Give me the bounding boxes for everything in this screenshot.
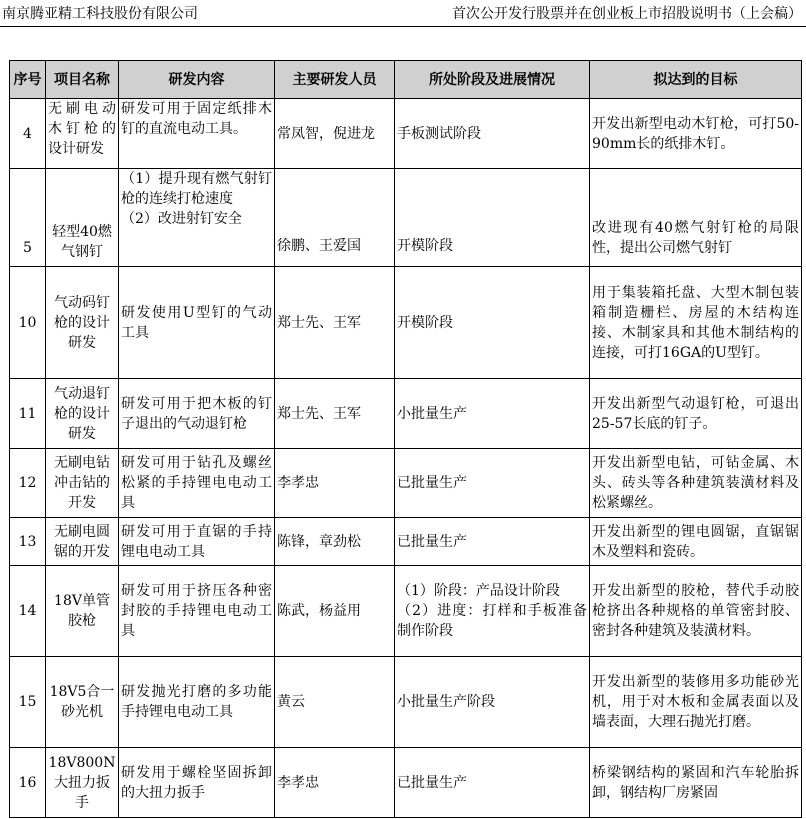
cell-goal: 开发出新型气动退钉枪，可退出25-57长底的钉子。 — [590, 379, 802, 449]
table-row — [10, 379, 802, 449]
cell-staff: 郑士先、王军 — [275, 379, 395, 449]
table-row — [10, 518, 802, 566]
cell-goal: 开发出新型电动木钉枪，可打50-90mm长的纸排木钉。 — [590, 99, 802, 169]
cell-stage: （1）阶段：产品设计阶段 （2）进度：打样和手板准备制作阶段 — [395, 566, 590, 657]
table-row — [10, 267, 802, 379]
rd-projects-table — [9, 60, 802, 818]
cell-name: 气动退钉枪的设计研发 — [46, 379, 119, 449]
cell-staff: 李孝忠 — [275, 748, 395, 818]
cell-staff: 李孝忠 — [275, 449, 395, 518]
cell-name: 18V800N大扭力扳手 — [46, 748, 119, 818]
cell-name: 轻型40燃气钢钉 — [46, 169, 119, 267]
cell-goal: 改进现有40燃气射钉枪的局限性，提出公司燃气射钉 — [590, 169, 802, 267]
table-row — [10, 566, 802, 657]
cell-content: 研发可用于钻孔及螺丝松紧的手持锂电电动工具 — [119, 449, 275, 518]
table-row — [10, 657, 802, 748]
cell-content: 研发使用U型钉的气动工具 — [119, 267, 275, 379]
cell-stage: 已批量生产 — [395, 748, 590, 818]
cell-name: 无刷电钻冲击钻的开发 — [46, 449, 119, 518]
column-header-stage: 所处阶段及进展情况 — [395, 61, 590, 99]
table-row — [10, 748, 802, 818]
cell-no: 13 — [10, 518, 46, 566]
cell-staff: 黄云 — [275, 657, 395, 748]
company-name: 南京腾亚精工科技股份有限公司 — [2, 6, 198, 22]
cell-stage: 手板测试阶段 — [395, 99, 590, 169]
cell-staff: 郑士先、王军 — [275, 267, 395, 379]
column-header-no: 序号 — [10, 61, 46, 99]
cell-stage: 已批量生产 — [395, 518, 590, 566]
cell-content: 研发可用于直锯的手持锂电电动工具 — [119, 518, 275, 566]
cell-stage: 已批量生产 — [395, 449, 590, 518]
table-row — [10, 169, 802, 267]
cell-no: 14 — [10, 566, 46, 657]
cell-no: 5 — [10, 169, 46, 267]
cell-content: 研发可用于挤压各种密封胶的手持锂电电动工具 — [119, 566, 275, 657]
cell-no: 16 — [10, 748, 46, 818]
cell-staff: 陈武，杨益用 — [275, 566, 395, 657]
cell-name: 气动码钉枪的设计研发 — [46, 267, 119, 379]
cell-no: 4 — [10, 99, 46, 169]
cell-staff: 徐鹏、王爱国 — [275, 169, 395, 267]
cell-stage: 小批量生产 — [395, 379, 590, 449]
cell-content: （1）提升现有燃气射钉枪的连续打枪速度 （2）改进射钉安全 — [119, 169, 275, 267]
cell-stage: 开模阶段 — [395, 267, 590, 379]
cell-goal: 用于集装箱托盘、大型木制包装箱制造栅栏、房屋的木结构连接、木制家具和其他木制结构的连接，可打16GA的U型钉。 — [590, 267, 802, 379]
cell-stage: 小批量生产阶段 — [395, 657, 590, 748]
page-header — [0, 0, 806, 27]
cell-content: 研发可用于把木板的钉子退出的气动退钉枪 — [119, 379, 275, 449]
column-header-name: 项目名称 — [46, 61, 119, 99]
cell-goal: 开发出新型电钻，可钻金属、木头、砖头等各种建筑装潢材料及松紧螺丝。 — [590, 449, 802, 518]
cell-staff: 陈锋，章劲松 — [275, 518, 395, 566]
cell-name: 18V5合一砂光机 — [46, 657, 119, 748]
column-header-content: 研发内容 — [119, 61, 275, 99]
cell-goal: 开发出新型的装修用多功能砂光机，用于对木板和金属表面以及墙表面，大理石抛光打磨。 — [590, 657, 802, 748]
cell-goal: 桥梁钢结构的紧固和汽车轮胎拆卸，钢结构厂房紧固 — [590, 748, 802, 818]
cell-stage: 开模阶段 — [395, 169, 590, 267]
cell-content: 研发抛光打磨的多功能手持锂电电动工具 — [119, 657, 275, 748]
cell-staff: 常凤智，倪进龙 — [275, 99, 395, 169]
table-row — [10, 99, 802, 169]
cell-name: 无刷电动木钉枪的设计研发 — [46, 99, 119, 169]
cell-goal: 开发出新型的锂电圆锯，直锯锯木及塑料和瓷砖。 — [590, 518, 802, 566]
cell-name: 无刷电圆锯的开发 — [46, 518, 119, 566]
column-header-staff: 主要研发人员 — [275, 61, 395, 99]
cell-no: 15 — [10, 657, 46, 748]
cell-no: 12 — [10, 449, 46, 518]
cell-content: 研发用于螺栓坚固拆卸的大扭力扳手 — [119, 748, 275, 818]
cell-goal: 开发出新型的胶枪，替代手动胶枪挤出各种规格的单管密封胶、密封各种建筑及装潢材料。 — [590, 566, 802, 657]
column-header-goal: 拟达到的目标 — [590, 61, 802, 99]
cell-no: 11 — [10, 379, 46, 449]
cell-name: 18V单管胶枪 — [46, 566, 119, 657]
table-header-row — [10, 61, 802, 99]
cell-content: 研发可用于固定纸排木钉的直流电动工具。 — [119, 99, 275, 169]
cell-no: 10 — [10, 267, 46, 379]
table-row — [10, 449, 802, 518]
document-title: 首次公开发行股票并在创业板上市招股说明书（上会稿） — [452, 6, 802, 22]
